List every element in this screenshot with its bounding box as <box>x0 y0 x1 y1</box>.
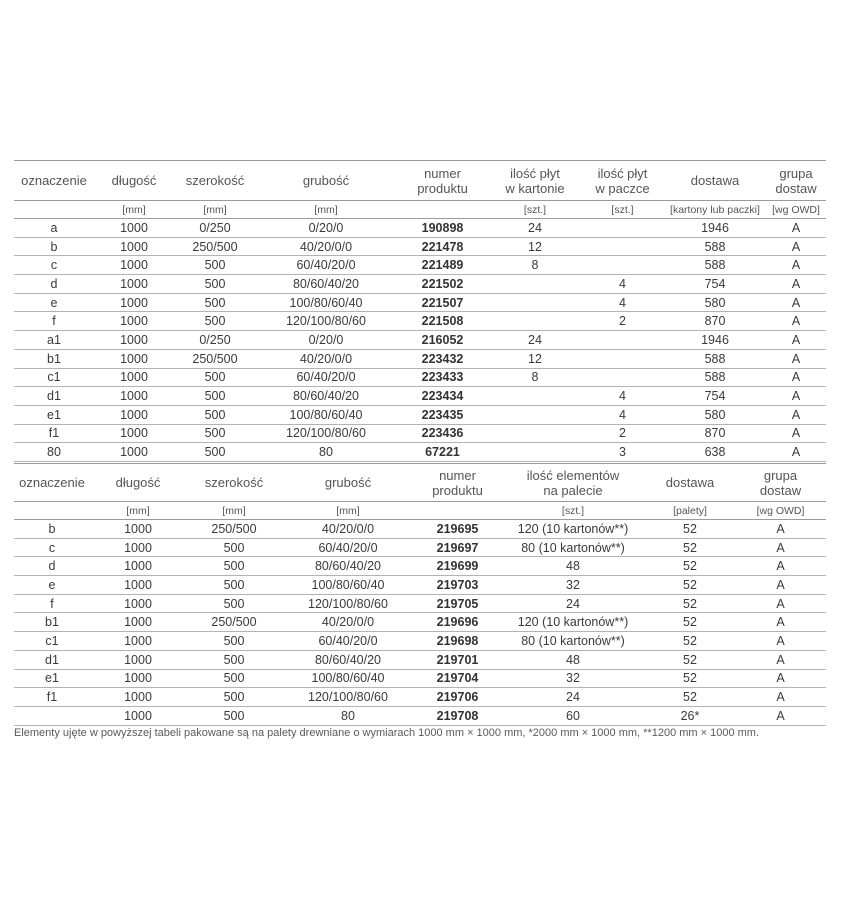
table-cell: 500 <box>204 389 226 404</box>
table-cell: 80 (10 kartonów**) <box>521 633 625 648</box>
table-cell: A <box>776 690 785 705</box>
unit-cell: [szt.] <box>611 203 634 216</box>
table-cell: 1000 <box>120 220 148 235</box>
table-cell: 500 <box>223 540 245 555</box>
table-cell: 1000 <box>120 426 148 441</box>
table-cell: 0/20/0 <box>308 220 344 235</box>
table-cell: b <box>48 521 56 536</box>
column-header-line: numer <box>424 165 461 181</box>
table-cell: f1 <box>48 426 60 441</box>
column-header <box>282 464 414 502</box>
table-cell: 500 <box>204 426 226 441</box>
column-header-line: ilość płyt <box>510 165 560 181</box>
table-cell <box>581 331 664 350</box>
table-cell: 754 <box>704 389 726 404</box>
column-header-line: długość <box>111 173 157 188</box>
unit-cell: [szt.] <box>523 203 547 216</box>
table-cell: 120 (10 kartonów**) <box>517 615 629 630</box>
table-cell: 588 <box>704 258 726 273</box>
table-row <box>14 424 826 443</box>
table-cell <box>489 443 581 462</box>
table-cell: 1000 <box>124 577 152 592</box>
column-header <box>90 464 186 502</box>
table-cell: 0/250 <box>199 332 231 347</box>
table-cell: 48 <box>566 559 580 574</box>
table-cell <box>581 368 664 387</box>
table-cell: 80/60/40/20 <box>314 652 382 667</box>
column-header-line: oznaczenie <box>19 475 85 490</box>
table-cell: 1946 <box>701 220 729 235</box>
table-cell: c <box>50 258 58 273</box>
table-cell <box>581 349 664 368</box>
table-cell: 1000 <box>124 652 152 667</box>
product-number-cell: 219699 <box>436 559 479 574</box>
table-cell: 40/20/0/0 <box>299 239 353 254</box>
table-row <box>14 331 826 350</box>
table-cell: 1000 <box>120 332 148 347</box>
table-cell: A <box>791 407 801 422</box>
table-cell: 500 <box>223 577 245 592</box>
table-cell: A <box>791 426 801 441</box>
product-number-cell: 223434 <box>421 389 464 404</box>
column-header <box>174 161 256 201</box>
table-cell: 24 <box>528 332 542 347</box>
table-cell: A <box>776 577 785 592</box>
table-cell: 2 <box>619 426 626 441</box>
product-number-cell: 221508 <box>421 314 464 329</box>
table-cell: 588 <box>704 370 726 385</box>
column-header-line: dostawa <box>690 173 740 188</box>
table-row <box>14 237 826 256</box>
table-row <box>14 613 826 632</box>
product-number-cell: 221502 <box>421 276 464 291</box>
table-row <box>14 387 826 406</box>
column-header-line: produktu <box>432 482 483 498</box>
table-row <box>14 275 826 294</box>
product-number-cell: 219701 <box>436 652 479 667</box>
column-header-line: oznaczenie <box>21 173 87 188</box>
column-header <box>501 464 645 502</box>
table-cell: 60 <box>566 708 580 723</box>
table-cell: A <box>791 351 801 366</box>
table-cell: 120/100/80/60 <box>308 690 388 705</box>
table-cell: 120/100/80/60 <box>286 314 366 329</box>
table-row <box>14 219 826 238</box>
table-cell: 12 <box>528 351 542 366</box>
table-cell: 80 <box>47 445 61 460</box>
table-cell: 4 <box>619 389 626 404</box>
table-cell: 250/500 <box>211 615 257 630</box>
product-number-cell: 219698 <box>436 633 479 648</box>
table-cell: 80 <box>319 445 333 460</box>
product-number-cell: 190898 <box>421 220 464 235</box>
product-number-cell: 219706 <box>436 690 479 705</box>
table-cell <box>489 387 581 406</box>
table-cell <box>489 293 581 312</box>
product-number-cell: 223433 <box>421 370 464 385</box>
table-cell: 52 <box>683 521 697 536</box>
table-row <box>14 650 826 669</box>
column-header <box>14 161 94 201</box>
table-cell: 60/40/20/0 <box>318 633 378 648</box>
table-cell: d <box>48 559 56 574</box>
table-cell: 2 <box>619 314 626 329</box>
table-cell: b <box>50 239 58 254</box>
column-header-line: grupa <box>763 467 798 483</box>
table-cell: A <box>776 540 785 555</box>
table-cell: 32 <box>566 671 580 686</box>
table-cell: 500 <box>204 276 226 291</box>
unit-cell: [mm] <box>314 203 338 216</box>
table-cell <box>581 256 664 275</box>
table-cell: A <box>791 258 801 273</box>
table-cell: A <box>791 332 801 347</box>
table-cell: 24 <box>566 690 580 705</box>
table-cell: 1946 <box>701 332 729 347</box>
table-cell: 1000 <box>124 708 152 723</box>
table-cell: 80 (10 kartonów**) <box>521 540 625 555</box>
product-number-cell: 219703 <box>436 577 479 592</box>
unit-cell: [mm] <box>122 203 146 216</box>
table-cell: 588 <box>704 239 726 254</box>
table-cell: 1000 <box>120 370 148 385</box>
table-cell: 638 <box>704 445 726 460</box>
column-header-line: w paczce <box>595 180 650 196</box>
table-cell: 26* <box>680 708 700 723</box>
column-header-line: dostaw <box>759 482 802 498</box>
product-number-cell: 223436 <box>421 426 464 441</box>
table-row <box>14 688 826 707</box>
table-cell: 52 <box>683 652 697 667</box>
table-cell: 4 <box>619 407 626 422</box>
table-cell: 870 <box>704 314 726 329</box>
unit-cell: [wg OWD] <box>756 504 805 517</box>
product-number-cell: 223432 <box>421 351 464 366</box>
product-number-cell: 221489 <box>421 258 464 273</box>
table-cell: 250/500 <box>211 521 257 536</box>
table-cell: 4 <box>619 276 626 291</box>
column-header-line: szerokość <box>204 475 264 490</box>
table-cell: d1 <box>47 389 61 404</box>
table-row <box>14 520 826 539</box>
table-row <box>14 576 826 595</box>
product-number-cell: 67221 <box>425 445 460 460</box>
table-row <box>14 594 826 613</box>
table-cell: A <box>791 314 801 329</box>
table-row <box>14 293 826 312</box>
unit-cell: [mm] <box>126 504 150 517</box>
table-cell: A <box>776 671 785 686</box>
table-cell: A <box>776 615 785 630</box>
table-cell: 100/80/60/40 <box>311 577 385 592</box>
table-cell: 500 <box>223 708 245 723</box>
column-header-line: dostaw <box>775 180 817 196</box>
table-cell: d1 <box>45 652 59 667</box>
unit-cell <box>14 502 90 520</box>
column-header <box>766 161 826 201</box>
table-cell: 580 <box>704 407 726 422</box>
table-cell: c <box>48 540 56 555</box>
column-header <box>645 464 735 502</box>
unit-cell: [wg OWD] <box>772 203 820 216</box>
table-cell: e1 <box>47 407 61 422</box>
table-cell: 580 <box>704 295 726 310</box>
table-cell: 48 <box>566 652 580 667</box>
unit-cell: [mm] <box>222 504 246 517</box>
table-cell: 120/100/80/60 <box>286 426 366 441</box>
table-cell: 870 <box>704 426 726 441</box>
table-row <box>14 557 826 576</box>
product-number-cell: 216052 <box>421 332 464 347</box>
table-cell: 500 <box>204 407 226 422</box>
packaging-table-pallets <box>14 463 826 726</box>
table-cell: A <box>776 708 785 723</box>
table-cell: A <box>776 633 785 648</box>
table-cell: 80/60/40/20 <box>292 276 360 291</box>
table-row <box>14 312 826 331</box>
table-cell: e <box>48 577 56 592</box>
table-cell <box>489 312 581 331</box>
unit-cell: [kartony lub paczki] <box>670 203 760 216</box>
table-cell: A <box>776 652 785 667</box>
column-header <box>186 464 282 502</box>
column-header-line: grubość <box>324 475 372 490</box>
table-cell: 120/100/80/60 <box>308 596 388 611</box>
product-number-cell: 219696 <box>436 615 479 630</box>
header-row <box>14 161 826 201</box>
table-cell: 500 <box>223 633 245 648</box>
table-cell: 100/80/60/40 <box>289 407 363 422</box>
table-cell <box>489 424 581 443</box>
table-cell: 1000 <box>124 690 152 705</box>
table-cell: b1 <box>47 351 61 366</box>
table-cell: 100/80/60/40 <box>289 295 363 310</box>
table-cell: d <box>50 276 58 291</box>
column-header-line: na palecie <box>543 482 603 498</box>
product-number-cell: 221478 <box>421 239 464 254</box>
product-number-cell: 219697 <box>436 540 479 555</box>
table-cell: 500 <box>223 559 245 574</box>
table-cell: 1000 <box>124 596 152 611</box>
table2-body <box>14 464 826 726</box>
column-header-line: w kartonie <box>505 180 565 196</box>
table-cell: A <box>791 295 801 310</box>
product-number-cell: 223435 <box>421 407 464 422</box>
table-row <box>14 669 826 688</box>
table-cell: 12 <box>528 239 542 254</box>
table-cell: A <box>776 521 785 536</box>
table-cell: 52 <box>683 615 697 630</box>
table-cell: b1 <box>45 615 59 630</box>
table-row <box>14 538 826 557</box>
table-cell: 500 <box>204 258 226 273</box>
table-cell: f1 <box>46 690 58 705</box>
unit-cell <box>14 201 94 219</box>
table-cell: 80 <box>341 708 355 723</box>
table-cell: a1 <box>47 332 61 347</box>
table-cell: 120 (10 kartonów**) <box>517 521 629 536</box>
table-cell: 60/40/20/0 <box>296 258 356 273</box>
packaging-table-cartons <box>14 160 826 462</box>
column-header-line: produktu <box>417 180 468 196</box>
table-cell: 60/40/20/0 <box>318 540 378 555</box>
table-cell: 1000 <box>120 351 148 366</box>
table-cell: A <box>791 389 801 404</box>
table-cell: 754 <box>704 276 726 291</box>
table-row <box>14 349 826 368</box>
table-cell: 100/80/60/40 <box>311 671 385 686</box>
table-cell: 4 <box>619 295 626 310</box>
table-cell: A <box>791 445 801 460</box>
column-header-line: długość <box>115 475 161 490</box>
table-cell: f <box>50 596 54 611</box>
column-header-line: grubość <box>302 173 350 188</box>
table-cell: A <box>791 276 801 291</box>
product-number-cell: 219695 <box>436 521 479 536</box>
table-cell: 0/250 <box>199 220 231 235</box>
table-row <box>14 443 826 462</box>
table-cell: 52 <box>683 633 697 648</box>
table-cell: 3 <box>619 445 626 460</box>
product-number-cell: 219704 <box>436 671 479 686</box>
table-cell: 52 <box>683 596 697 611</box>
table-cell: A <box>791 220 801 235</box>
table-cell: A <box>791 239 801 254</box>
table-cell: 80/60/40/20 <box>292 389 360 404</box>
table-cell: 1000 <box>124 671 152 686</box>
column-header <box>94 161 174 201</box>
table-cell: 1000 <box>120 314 148 329</box>
unit-cell <box>414 502 501 520</box>
table-cell <box>489 405 581 424</box>
table-cell: c1 <box>47 370 61 385</box>
table-row <box>14 706 826 725</box>
unit-cell: [mm] <box>336 504 360 517</box>
column-header-line: numer <box>439 467 476 483</box>
product-number-cell: 219705 <box>436 596 479 611</box>
table-cell <box>489 275 581 294</box>
footnote: Elementy ujęte w powyższej tabeli pakowane są na palety drewniane o wymiarach 1000 mm × 1000 mm, *2000 mm × 1000 mm, **1200 mm × 1000 mm. <box>14 727 760 739</box>
table-cell: 500 <box>204 314 226 329</box>
units-row <box>14 502 826 520</box>
table-cell: 250/500 <box>192 351 238 366</box>
unit-cell: [mm] <box>203 203 227 216</box>
header-row <box>14 464 826 502</box>
table-cell: 588 <box>704 351 726 366</box>
column-header-line: dostawa <box>665 475 715 490</box>
table1-body <box>14 161 826 462</box>
table-cell: 500 <box>223 690 245 705</box>
column-header <box>581 161 664 201</box>
column-header <box>256 161 396 201</box>
table-cell: 52 <box>683 690 697 705</box>
table-cell: 500 <box>204 295 226 310</box>
column-header <box>735 464 826 502</box>
table-cell: 1000 <box>124 633 152 648</box>
unit-cell: [szt.] <box>561 504 585 517</box>
table-cell: 24 <box>528 220 542 235</box>
table-cell: 1000 <box>120 407 148 422</box>
table-cell: 1000 <box>120 295 148 310</box>
column-header <box>396 161 489 201</box>
table-cell: 52 <box>683 559 697 574</box>
table-cell: 52 <box>683 540 697 555</box>
table-cell: 52 <box>683 577 697 592</box>
table-cell: 0/20/0 <box>308 332 344 347</box>
table-cell: 1000 <box>120 389 148 404</box>
column-header-line: grupa <box>779 165 813 181</box>
table-cell: 1000 <box>124 521 152 536</box>
table-cell: 500 <box>223 652 245 667</box>
table-cell: A <box>776 596 785 611</box>
table-cell: 1000 <box>120 258 148 273</box>
column-header <box>489 161 581 201</box>
table-cell: 32 <box>566 577 580 592</box>
table-cell: 1000 <box>120 445 148 460</box>
unit-cell <box>396 201 489 219</box>
table-cell <box>581 237 664 256</box>
column-header-line: ilość elementów <box>526 467 620 483</box>
table-cell: 24 <box>566 596 580 611</box>
table-row <box>14 405 826 424</box>
table-cell: 1000 <box>124 540 152 555</box>
table-cell: 8 <box>531 370 539 385</box>
unit-cell: [palety] <box>673 504 707 517</box>
table-cell: A <box>776 559 785 574</box>
table-cell: e1 <box>45 671 59 686</box>
product-number-cell: 221507 <box>421 295 464 310</box>
table-cell: f <box>52 314 56 329</box>
product-number-cell: 219708 <box>436 708 479 723</box>
table-row <box>14 632 826 651</box>
column-header <box>414 464 501 502</box>
table-cell: a <box>50 220 58 235</box>
units-row <box>14 201 826 219</box>
table-cell: 8 <box>531 258 539 273</box>
table-cell: 1000 <box>124 615 152 630</box>
table-cell: c1 <box>45 633 59 648</box>
table-row <box>14 256 826 275</box>
table-cell <box>14 706 90 725</box>
table-cell: 1000 <box>124 559 152 574</box>
table-cell: 250/500 <box>192 239 238 254</box>
table-cell: 500 <box>204 370 226 385</box>
table-cell: 40/20/0/0 <box>299 351 353 366</box>
table-cell: 52 <box>683 671 697 686</box>
table-cell: 500 <box>223 671 245 686</box>
table-cell: 1000 <box>120 239 148 254</box>
column-header-line: szerokość <box>185 173 245 188</box>
table-cell <box>581 219 664 238</box>
table-cell: 60/40/20/0 <box>296 370 356 385</box>
table-cell: 500 <box>223 596 245 611</box>
table-cell: A <box>791 370 801 385</box>
column-header <box>14 464 90 502</box>
column-header <box>664 161 766 201</box>
table-cell: 40/20/0/0 <box>321 615 375 630</box>
table-cell: e <box>50 295 58 310</box>
column-header-line: ilość płyt <box>597 165 648 181</box>
table-cell: 500 <box>204 445 226 460</box>
table-cell: 1000 <box>120 276 148 291</box>
table-row <box>14 368 826 387</box>
table-cell: 40/20/0/0 <box>321 521 375 536</box>
table-cell: 80/60/40/20 <box>314 559 382 574</box>
